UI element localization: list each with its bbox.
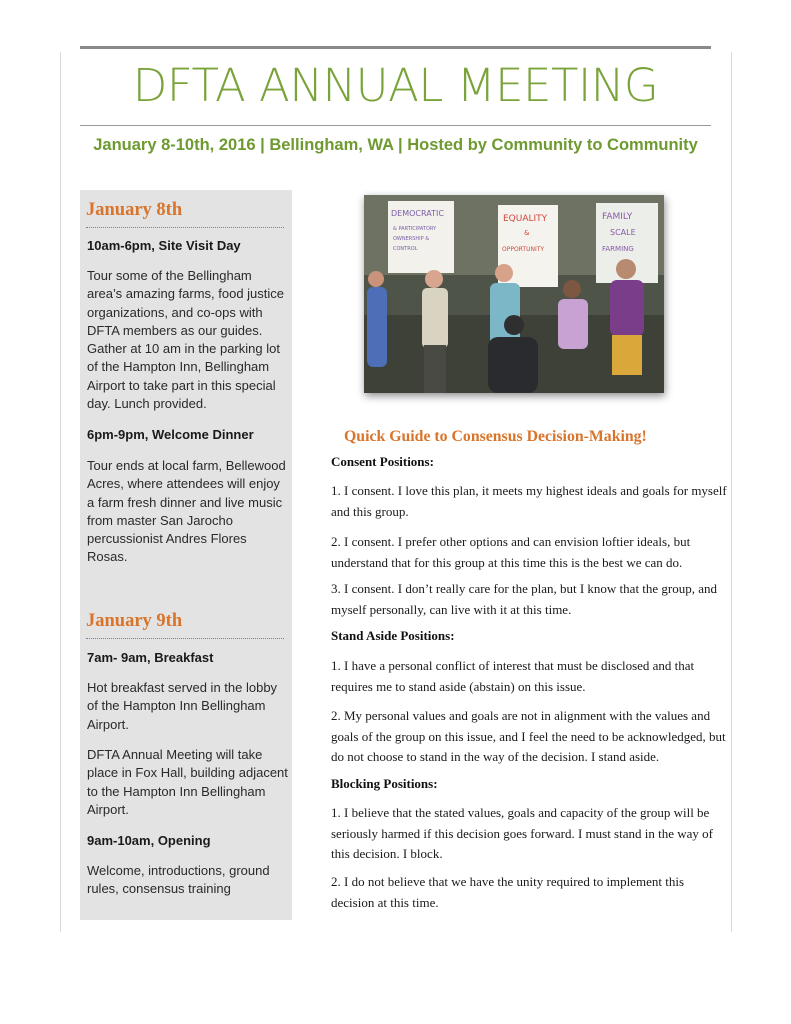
consent-item: 3. I consent. I don’t really care for the plan, but I know that the group, and myself personally, can live with it at this time.	[331, 581, 718, 617]
page-title: DFTA ANNUAL MEETING	[132, 59, 659, 112]
poster-text: OPPORTUNITY	[502, 246, 545, 253]
blocking-item: 1. I believe that the stated values, goals and capacity of the group will be seriously harmed if this decision goes forward. I must stand in the way of this decision. I block.	[331, 805, 713, 862]
page-edge-left	[60, 52, 61, 932]
day-heading-jan9: January 9th	[86, 611, 183, 631]
meeting-photo	[364, 195, 664, 393]
event-description: Tour ends at local farm, Bellewood Acres, where attendees will enjoy a farm fresh dinner and live music from master San Jarocho percussionist Andres Flores Rosas.	[87, 458, 286, 565]
consent-item: 2. I consent. I prefer other options and can envision loftier ideals, but understand that for this group at this time this is the best we can do.	[331, 534, 691, 570]
dotted-divider	[86, 227, 284, 228]
poster-text: CONTROL	[393, 246, 418, 252]
poster-text: FARMING	[602, 245, 634, 253]
day-heading-jan8: January 8th	[86, 200, 183, 220]
event-description: DFTA Annual Meeting will take place in Fox Hall, building adjacent to the Hampton Inn Bellingham Airport.	[87, 747, 288, 817]
event-description: Tour some of the Bellingham area’s amazing farms, food justice organizations, and co-ops with DFTA members as our guides. Gather at 10 am in the parking lot of the Hampton Inn, Bellingham Airport to take part in this special day. Lunch provided.	[87, 268, 285, 412]
blocking-heading: Blocking Positions:	[331, 776, 438, 791]
poster-text: EQUALITY	[503, 214, 548, 224]
stand-aside-heading: Stand Aside Positions:	[331, 628, 455, 643]
poster-text: OWNERSHIP &	[393, 236, 430, 242]
stand-aside-item: 2. My personal values and goals are not in alignment with the values and goals of the group on this issue, and I feel the need to be acknowledged, but do not choose to stand in the way of the decision. I stand aside.	[331, 708, 726, 765]
dotted-divider	[86, 638, 284, 639]
consent-heading: Consent Positions:	[331, 454, 434, 469]
guide-title: Quick Guide to Consensus Decision-Making!	[344, 428, 647, 445]
consent-item: 1. I consent. I love this plan, it meets my highest ideals and goals for myself and this group.	[331, 483, 727, 519]
page-edge-right	[731, 52, 732, 932]
event-time: 6pm-9pm, Welcome Dinner	[87, 427, 254, 442]
header-divider	[80, 125, 711, 126]
poster-text: &	[524, 229, 530, 237]
event-time: 9am-10am, Opening	[87, 833, 211, 848]
event-description: Hot breakfast served in the lobby of the Hampton Inn Bellingham Airport.	[87, 680, 278, 732]
blocking-item: 2. I do not believe that we have the unity required to implement this decision at this time.	[331, 874, 685, 910]
stand-aside-item: 1. I have a personal conflict of interest that must be disclosed and that requires me to stand aside (abstain) on this issue.	[331, 658, 695, 694]
event-time: 10am-6pm, Site Visit Day	[87, 238, 241, 253]
poster-text: DEMOCRATIC	[391, 209, 444, 218]
poster-text: SCALE	[610, 228, 636, 237]
event-subtitle: January 8-10th, 2016 | Bellingham, WA | Hosted by Community to Community	[93, 136, 698, 154]
event-time: 7am- 9am, Breakfast	[87, 650, 214, 665]
top-divider	[80, 46, 711, 49]
poster-text: FAMILY	[602, 212, 633, 222]
event-description: Welcome, introductions, ground rules, consensus training	[87, 863, 270, 897]
poster-text: & PARTICIPATORY	[393, 226, 437, 232]
